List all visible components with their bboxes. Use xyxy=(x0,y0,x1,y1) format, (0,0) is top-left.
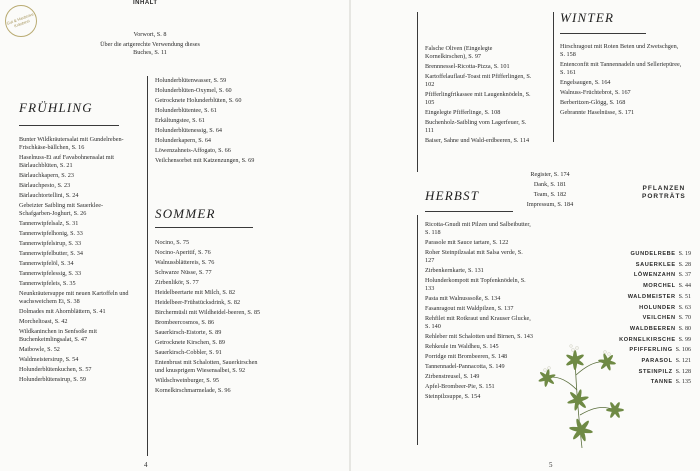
portrait-page: S. 99 xyxy=(678,336,691,343)
list-item: Apfel-Brombeer-Pie, S. 151 xyxy=(425,383,495,390)
list-item: Holunderkompott mit Topfenknödeln, S. 133 xyxy=(425,277,526,292)
list-item: Pasta mit Walnusssoße, S. 134 xyxy=(425,295,501,302)
list-item: Morcheltoast, S. 42 xyxy=(19,318,68,325)
intro-entry: Über die artgerechte Verwendung dieses Buches, S. 11 xyxy=(100,41,200,56)
portrait-page: S. 19 xyxy=(678,251,691,257)
list-item: Gebeizter Saibling mit Sauerklee-Schafgarben-Joghurt, S. 26 xyxy=(19,202,104,217)
list-item: Erkältungstee, S. 61 xyxy=(155,117,205,124)
portrait-page: S. 135 xyxy=(675,379,691,386)
list-item: Bärlauchpesto, S. 23 xyxy=(19,182,71,189)
portrait-page: S. 80 xyxy=(678,325,691,332)
list-item: Gebrannte Haselnüsse, S. 171 xyxy=(560,109,635,116)
list-item: Wildschweinburger, S. 95 xyxy=(155,377,220,384)
list-item: Tannenwipfelbutter, S. 34 xyxy=(19,250,83,257)
right-col1-list xyxy=(425,44,535,146)
list-item: Entenbrust mit Schalotten, Sauerkirschen und knusprigem Wiesensalbei, S. 92 xyxy=(155,359,258,374)
list-item: Bunter Wildkräutersalat mit Gundelreben-Frischkäse-bällchen, S. 16 xyxy=(19,136,124,151)
list-item: Tannenwipfelessig, S. 33 xyxy=(19,270,82,277)
list-item: Buchenholz-Saibling vom Lagerfeuer, S. 111 xyxy=(425,119,527,134)
list-item: Löwenzahneis-Affogato, S. 66 xyxy=(155,147,231,154)
portrait-name: WALDBEEREN xyxy=(629,325,676,332)
list-item: Bärlauchtortellini, S. 24 xyxy=(19,192,79,199)
portrait-name: HOLUNDER xyxy=(639,304,676,311)
herbst-list xyxy=(425,220,533,402)
list-item: Walnuss-Früchtebrot, S. 167 xyxy=(560,89,631,96)
woodruff-plant-illustration xyxy=(527,320,627,450)
section-title-sommer: SOMMER xyxy=(155,206,216,221)
logo-text: Gut & Hauterive Kräuterei xyxy=(5,11,35,29)
portrait-name: KORNELKIRSCHE xyxy=(619,336,676,343)
list-item: Brennnessel-Ricotta-Pizza, S. 101 xyxy=(425,63,510,70)
list-item: Zirbenstreusel, S. 149 xyxy=(425,373,480,380)
section-title-winter: WINTER xyxy=(560,10,615,25)
holunder-list xyxy=(155,76,270,166)
list-item: Bärlauchkapern, S. 23 xyxy=(19,172,74,179)
plant-portraits-title xyxy=(642,185,686,201)
list-item: Veilchensorbet mit Katzenzungen, S. 69 xyxy=(155,157,255,164)
list-item: Brombeercosmos, S. 86 xyxy=(155,319,215,326)
list-item: Getrocknete Holunderblüten, S. 60 xyxy=(155,97,242,104)
portrait-page: S. 37 xyxy=(678,272,691,279)
list-item: Fasanragout mit Waldpilzen, S. 137 xyxy=(425,305,514,312)
portrait-name: MORCHEL xyxy=(643,283,676,290)
section-rule xyxy=(155,227,253,228)
list-item: Heidelbeertarte mit Milch, S. 82 xyxy=(155,289,236,296)
list-item: Porridge mit Brombeeren, S. 148 xyxy=(425,353,508,360)
portrait-page: S. 28 xyxy=(678,261,691,268)
list-item: Neunkräutersuppe mit neuen Kartoffeln und wachsweichem Ei, S. 38 xyxy=(19,290,129,305)
list-item: Wildkaninchen in Senfsoße mit Buchenkeimlingsalat, S. 47 xyxy=(19,328,97,343)
list-item: Team, S. 182 xyxy=(533,191,567,198)
portrait-name: PARASOL xyxy=(641,358,673,365)
list-item: Sauerkirsch-Eistorte, S. 89 xyxy=(155,329,222,336)
portrait-page: S. 44 xyxy=(678,283,691,290)
list-item: Falsche Oliven (Eingelegte Kornelkirschen), S. 97 xyxy=(425,45,493,60)
portrait-page: S. 63 xyxy=(678,304,691,311)
list-item: Maibowle, S. 52 xyxy=(19,346,60,353)
portrait-page: S. 51 xyxy=(678,293,691,300)
list-item: Impressum, S. 184 xyxy=(526,201,574,208)
page-number-left: 4 xyxy=(144,461,148,469)
list-item: Entenconfit mit Tannennadeln und Selleriepüree, S. 161 xyxy=(560,61,682,76)
page-number-right: 5 xyxy=(549,461,553,469)
column-divider-right-top xyxy=(417,12,418,172)
list-item: Holunderblütenessig, S. 64 xyxy=(155,127,223,134)
list-item: Rehfilet mit Rotkraut und Krauser Glucke, S. 140 xyxy=(425,315,531,330)
winter-list xyxy=(560,42,682,118)
section-rule xyxy=(425,211,513,212)
section-title-fruehling: FRÜHLING xyxy=(19,100,93,115)
plant-portraits-title-line: PORTRÄTS xyxy=(642,193,686,200)
portrait-name: VEILCHEN xyxy=(642,315,676,322)
portrait-name: PFIFFERLING xyxy=(629,347,673,354)
portrait-name: GUNDELREBE xyxy=(630,251,676,257)
list-item: Kartoffelauflauf-Toast mit Pfifferlingen, S. 102 xyxy=(425,73,532,88)
portrait-row xyxy=(596,260,691,271)
list-item: Holunderblütenwasser, S. 59 xyxy=(155,77,227,84)
portrait-row xyxy=(596,270,691,281)
portrait-name: STEINPILZ xyxy=(638,368,673,375)
list-item: Haselnuss-Ei auf Favabohnensalat mit Bärlauchblüten, S. 21 xyxy=(19,154,115,169)
list-item: Tannenwipfelöl, S. 34 xyxy=(19,260,74,267)
section-rule xyxy=(19,125,119,126)
list-item: Holunderblütenkuchen, S. 57 xyxy=(19,366,92,373)
list-item: Holunderblütentee, S. 61 xyxy=(155,107,217,114)
list-item: Kornelkirschmarmelade, S. 96 xyxy=(155,387,231,394)
portrait-name: SAUERKLEE xyxy=(635,261,676,268)
list-item: Eingelegte Pfifferlinge, S. 108 xyxy=(425,109,501,116)
list-item: Dank, S. 181 xyxy=(533,181,567,188)
list-item: Holunderkapern, S. 64 xyxy=(155,137,212,144)
list-item: Holunderblütensirup, S. 59 xyxy=(19,376,87,383)
column-divider-right-bottom xyxy=(417,215,418,445)
list-item: Parasole mit Sauce tartare, S. 122 xyxy=(425,239,509,246)
column-divider-winter xyxy=(553,12,554,142)
list-item: Tannenwipfeleis, S. 35 xyxy=(19,280,76,287)
portrait-row xyxy=(596,303,691,314)
list-item: Tannenwipfelhonig, S. 33 xyxy=(19,230,83,237)
portrait-row xyxy=(596,292,691,303)
list-item: Steinpilzsuppe, S. 154 xyxy=(425,393,481,400)
portrait-row xyxy=(596,249,691,260)
portrait-name: LÖWENZAHN xyxy=(633,272,676,279)
list-item: Baiser, Sahne und Wald-erdbeeren, S. 114 xyxy=(425,137,530,144)
section-rule xyxy=(560,33,646,34)
list-item: Nocino-Aperitif, S. 76 xyxy=(155,249,211,256)
portrait-page: S. 70 xyxy=(678,315,691,322)
publisher-logo xyxy=(5,5,37,37)
list-item: Dolmades mit Ahornblättern, S. 41 xyxy=(19,308,106,315)
list-item: Heidelbeer-Frühstücksdrink, S. 82 xyxy=(155,299,241,306)
portrait-name: TANNE xyxy=(650,379,673,386)
list-item: Sauerkirsch-Cobbler, S. 91 xyxy=(155,349,222,356)
list-item: Pfifferlingfrikassee mit Laugenknödeln, S. 105 xyxy=(425,91,531,106)
list-item: Zirbenlikör, S. 77 xyxy=(155,279,199,286)
sommer-list xyxy=(155,238,265,396)
list-item: Holunderblüten-Oxymel, S. 60 xyxy=(155,87,232,94)
list-item: Engelsaugen, S. 164 xyxy=(560,79,611,86)
list-item: Roher Steinpilzsalat mit Salsa verde, S. 127 xyxy=(425,249,523,264)
list-item: Rehleber mit Schalotten und Birnen, S. 143 xyxy=(425,333,533,340)
list-item: Hirschragout mit Roten Beten und Zwetschgen, S. 158 xyxy=(560,43,679,58)
list-item: Tannennadel-Pannacotta, S. 149 xyxy=(425,363,505,370)
list-item: Register, S. 174 xyxy=(530,171,570,178)
list-item: Tannenwipfelsirup, S. 33 xyxy=(19,240,82,247)
list-item: Ricotta-Gnudi mit Pilzen und Salbeibutter, S. 118 xyxy=(425,221,531,236)
list-item: Tannenwipfelsalz, S. 31 xyxy=(19,220,79,227)
portrait-page: S. 121 xyxy=(675,358,691,365)
plant-portraits-title-line: PFLANZEN xyxy=(642,185,686,192)
contents-header: INHALT xyxy=(133,0,158,6)
list-item: Rehkeule im Waldheu, S. 145 xyxy=(425,343,499,350)
portrait-name: WALDMEISTER xyxy=(627,293,676,300)
column-divider-left xyxy=(147,76,148,456)
list-item: Schwarze Nüsse, S. 77 xyxy=(155,269,212,276)
list-item: Waldmeistersirup, S. 54 xyxy=(19,356,79,363)
list-item: Berberitzen-Glögg, S. 168 xyxy=(560,99,626,106)
list-item: Nocino, S. 75 xyxy=(155,239,190,246)
portrait-row xyxy=(596,281,691,292)
list-item: Zirbenkernkarte, S. 131 xyxy=(425,267,484,274)
section-title-herbst: HERBST xyxy=(425,188,480,203)
fruehling-list xyxy=(19,135,134,385)
portrait-page: S. 128 xyxy=(675,368,691,375)
list-item: Getrocknete Kirschen, S. 89 xyxy=(155,339,225,346)
portrait-page: S. 106 xyxy=(675,347,691,354)
intro-entry: Vorwort, S. 8 xyxy=(133,31,167,38)
intro-list xyxy=(95,30,205,58)
list-item: Walnussblättereis, S. 76 xyxy=(155,259,215,266)
list-item: Birchermüsli mit Wildheidel-beeren, S. 85 xyxy=(155,309,261,316)
misc-list xyxy=(510,170,590,210)
